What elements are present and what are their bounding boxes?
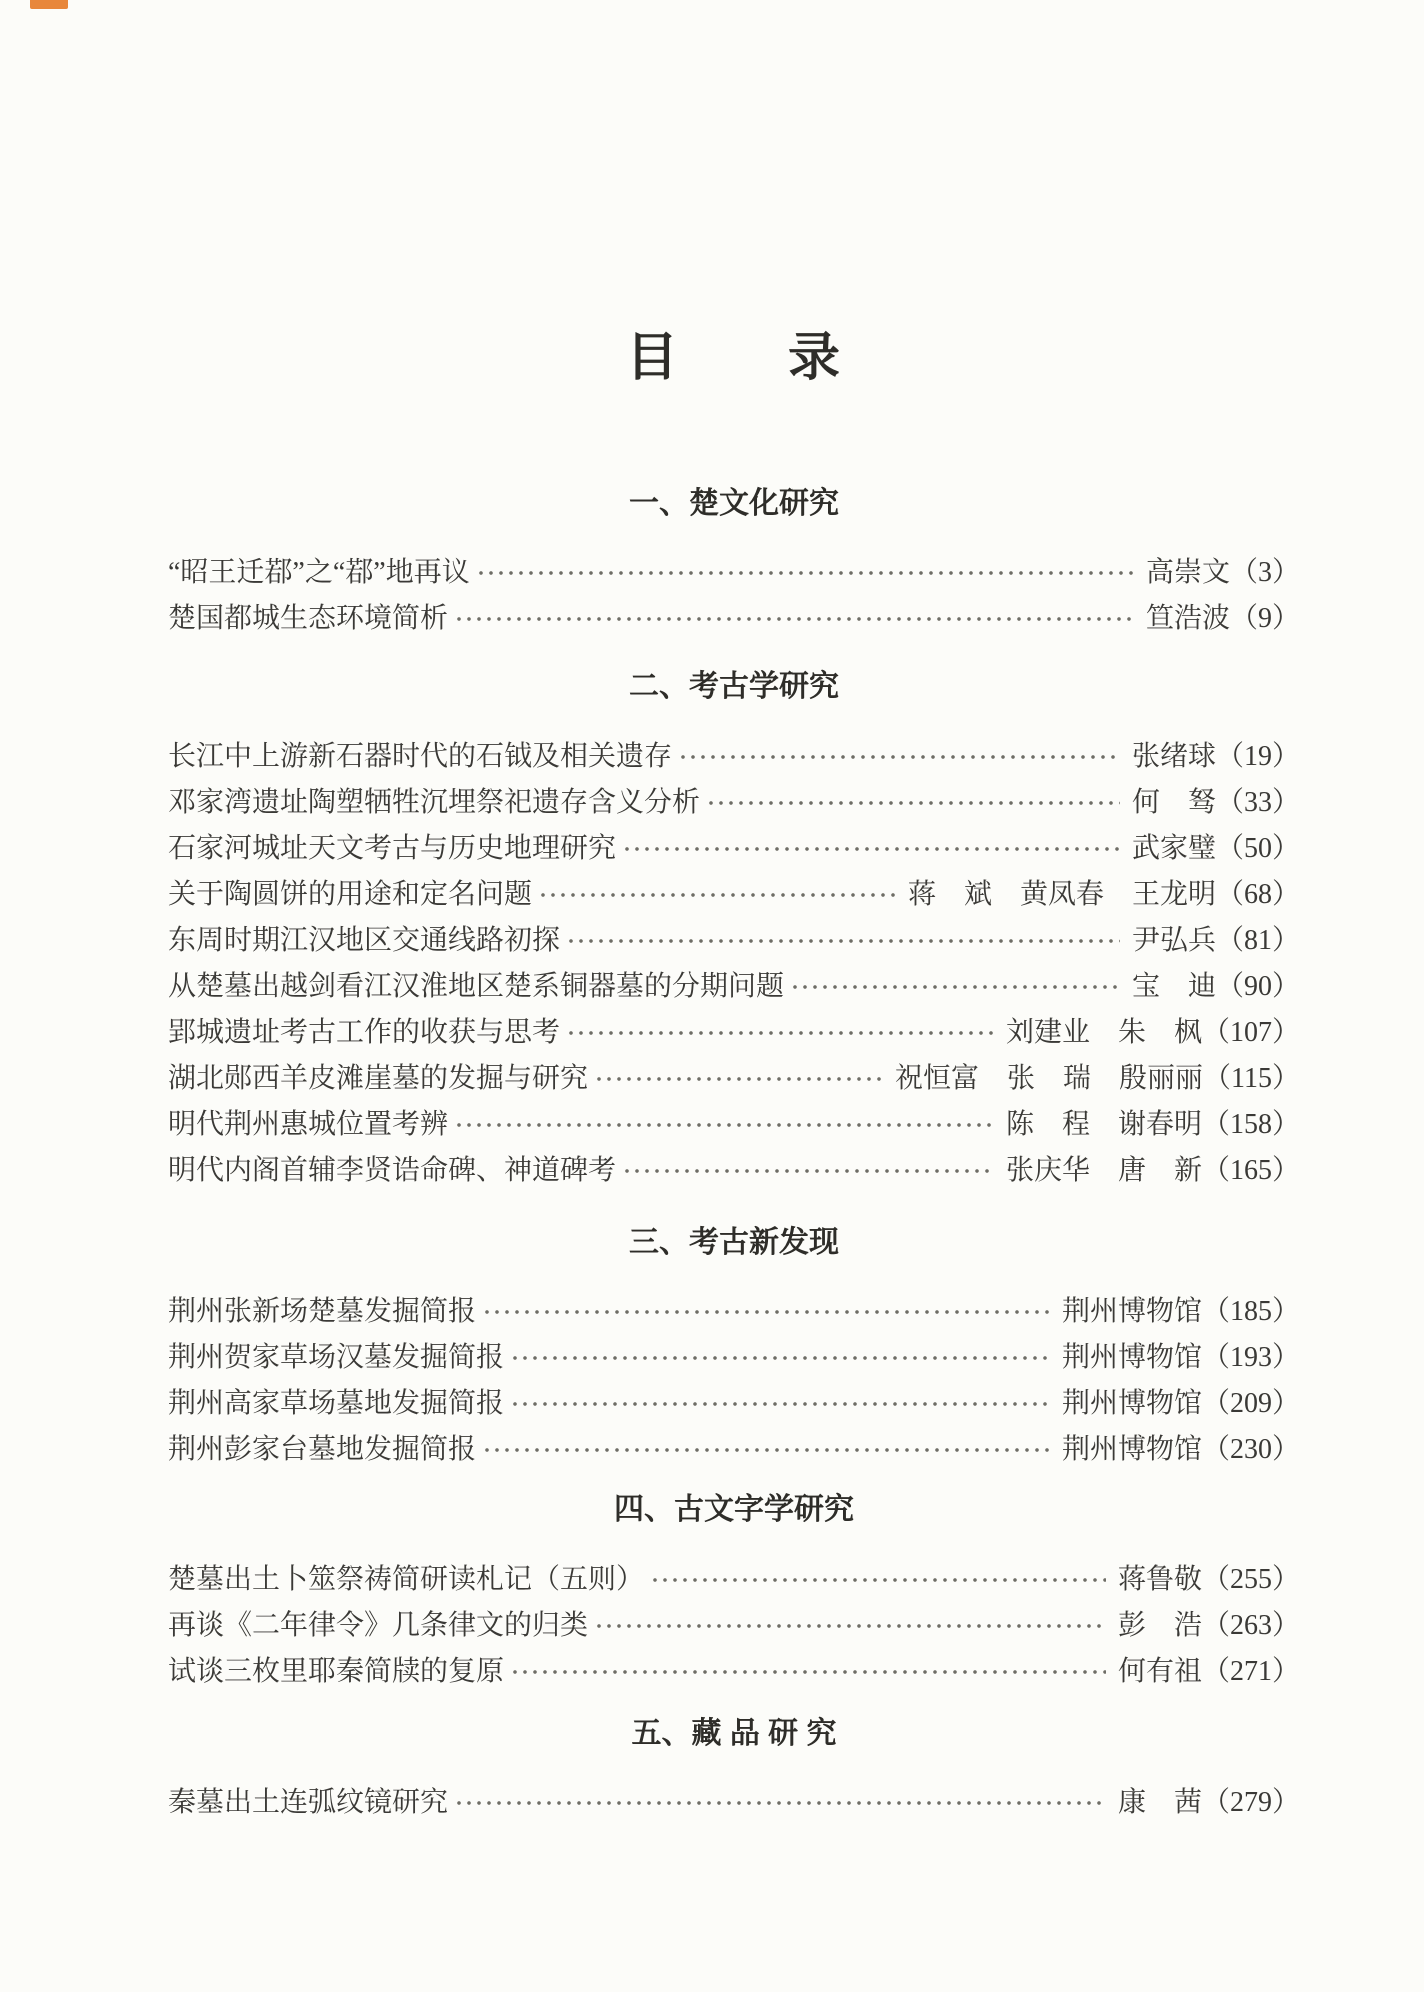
section-heading: 四、古文字学研究 — [614, 1493, 854, 1527]
toc-entry — [168, 964, 1300, 1010]
entry-author: 康 茜 — [1117, 1787, 1202, 1819]
toc-entry — [168, 734, 1300, 780]
dot-leader — [622, 1167, 994, 1175]
entry-title: 石家河城址天文考古与历史地理研究 — [168, 832, 617, 864]
page-title: 目 录 — [625, 330, 842, 387]
entry-page-number: （3） — [1229, 557, 1300, 589]
section-entries — [168, 1289, 1300, 1473]
entry-page-number: （263） — [1201, 1609, 1300, 1641]
entry-author: 武家璧 — [1131, 832, 1216, 864]
dot-leader — [454, 615, 1134, 623]
dot-leader — [476, 569, 1134, 577]
entry-page-number: （279） — [1201, 1787, 1300, 1819]
section-heading: 五、藏 品 研 究 — [631, 1716, 837, 1750]
entry-page-number: （255） — [1201, 1563, 1300, 1595]
entry-title: “昭王迁鄀”之“鄀”地再议 — [168, 557, 470, 589]
section-heading: 二、考古学研究 — [629, 670, 839, 704]
dot-leader — [454, 1121, 994, 1129]
entry-page-number: （81） — [1215, 924, 1300, 956]
toc-entry — [168, 1780, 1300, 1826]
entry-page-number: （115） — [1203, 1062, 1300, 1094]
dot-leader — [510, 1400, 1050, 1408]
entry-page-number: （209） — [1201, 1388, 1300, 1420]
entry-page-number: （193） — [1201, 1342, 1300, 1374]
entry-title: 荆州张新场楚墓发掘简报 — [168, 1296, 477, 1328]
entry-author: 刘建业 朱 枫 — [1005, 1016, 1202, 1048]
entry-page-number: （158） — [1201, 1108, 1300, 1140]
entry-author: 荆州博物馆 — [1061, 1388, 1202, 1420]
dot-leader — [454, 1799, 1106, 1807]
section-heading: 一、楚文化研究 — [629, 486, 839, 520]
toc-section — [168, 670, 1300, 1194]
toc-entry — [168, 1010, 1300, 1056]
toc-entry — [168, 872, 1300, 918]
entry-author: 张庆华 唐 新 — [1005, 1154, 1202, 1186]
entry-page-number: （107） — [1201, 1016, 1300, 1048]
dot-leader — [566, 937, 1120, 945]
entry-page-number: （90） — [1215, 970, 1300, 1002]
toc-entry — [168, 1335, 1300, 1381]
entry-title: 邓家湾遗址陶塑牺牲沉埋祭祀遗存含义分析 — [168, 786, 701, 818]
dot-leader — [482, 1308, 1050, 1316]
entry-author: 张绪球 — [1131, 740, 1216, 772]
toc-entry — [168, 1649, 1300, 1695]
toc-entry — [168, 1381, 1300, 1427]
toc-section — [168, 1717, 1300, 1827]
toc-entry — [168, 1056, 1300, 1102]
toc-entry — [168, 1102, 1300, 1148]
entry-page-number: （50） — [1215, 832, 1300, 864]
entry-page-number: （9） — [1229, 603, 1300, 635]
entry-author: 尹弘兵 — [1131, 924, 1216, 956]
entry-title: 从楚墓出越剑看江汉淮地区楚系铜器墓的分期问题 — [168, 970, 785, 1002]
toc-section — [168, 1493, 1300, 1695]
dot-leader — [510, 1668, 1106, 1676]
entry-title: 明代荆州惠城位置考辨 — [168, 1108, 449, 1140]
dot-leader — [594, 1622, 1106, 1630]
entry-author: 荆州博物馆 — [1061, 1434, 1202, 1466]
entry-title: 楚墓出土卜筮祭祷简研读札记（五则） — [168, 1563, 645, 1595]
dot-leader — [706, 799, 1120, 807]
dot-leader — [594, 1075, 883, 1083]
entry-title: 长江中上游新石器时代的石钺及相关遗存 — [168, 740, 673, 772]
entry-author: 祝恒富 张 瑞 殷丽丽 — [895, 1062, 1204, 1094]
toc-sections — [168, 487, 1300, 1827]
dot-leader — [510, 1354, 1050, 1362]
toc-section — [168, 1226, 1300, 1474]
entry-author: 彭 浩 — [1117, 1609, 1202, 1641]
dot-leader — [790, 983, 1120, 991]
entry-author: 高崇文 — [1145, 557, 1230, 589]
entry-title: 再谈《二年律令》几条律文的归类 — [168, 1609, 589, 1641]
section-entries — [168, 550, 1300, 642]
entry-title: 东周时期江汉地区交通线路初探 — [168, 924, 561, 956]
entry-author: 蒋鲁敬 — [1117, 1563, 1202, 1595]
entry-author: 荆州博物馆 — [1061, 1342, 1202, 1374]
entry-author: 笪浩波 — [1145, 603, 1230, 635]
entry-author: 宝 迪 — [1131, 970, 1216, 1002]
entry-page-number: （271） — [1201, 1655, 1300, 1687]
toc-entry — [168, 1289, 1300, 1335]
dot-leader — [650, 1576, 1106, 1584]
toc-entry — [168, 918, 1300, 964]
toc-entry — [168, 1427, 1300, 1473]
entry-page-number: （19） — [1215, 740, 1300, 772]
entry-title: 关于陶圆饼的用途和定名问题 — [168, 878, 533, 910]
entry-page-number: （185） — [1201, 1296, 1300, 1328]
entry-author: 荆州博物馆 — [1061, 1296, 1202, 1328]
toc-entry — [168, 596, 1300, 642]
section-entries — [168, 1780, 1300, 1826]
entry-title: 楚国都城生态环境简析 — [168, 603, 449, 635]
dot-leader — [566, 1029, 994, 1037]
scan-edge-artifact — [30, 0, 68, 9]
toc-section — [168, 487, 1300, 643]
entry-author: 何 驽 — [1131, 786, 1216, 818]
section-entries — [168, 734, 1300, 1194]
entry-page-number: （33） — [1215, 786, 1300, 818]
entry-page-number: （68） — [1215, 878, 1300, 910]
section-heading: 三、考古新发现 — [629, 1225, 839, 1259]
dot-leader — [482, 1446, 1050, 1454]
toc-entry — [168, 1557, 1300, 1603]
dot-leader — [622, 845, 1120, 853]
toc-entry — [168, 1603, 1300, 1649]
dot-leader — [538, 891, 896, 899]
toc-entry — [168, 550, 1300, 596]
entry-title: 荆州彭家台墓地发掘简报 — [168, 1434, 477, 1466]
entry-title: 荆州贺家草场汉墓发掘简报 — [168, 1342, 505, 1374]
section-entries — [168, 1557, 1300, 1695]
dot-leader — [678, 753, 1120, 761]
entry-author: 陈 程 谢春明 — [1005, 1108, 1202, 1140]
entry-page-number: （165） — [1201, 1154, 1300, 1186]
entry-title: 试谈三枚里耶秦简牍的复原 — [168, 1655, 505, 1687]
toc-entry — [168, 826, 1300, 872]
entry-title: 秦墓出土连弧纹镜研究 — [168, 1787, 449, 1819]
entry-page-number: （230） — [1201, 1434, 1300, 1466]
entry-title: 明代内阁首辅李贤诰命碑、神道碑考 — [168, 1154, 617, 1186]
entry-author: 蒋 斌 黄凤春 王龙明 — [907, 878, 1216, 910]
entry-author: 何有祖 — [1117, 1655, 1202, 1687]
entry-title: 湖北郧西羊皮滩崖墓的发掘与研究 — [168, 1062, 589, 1094]
entry-title: 荆州高家草场墓地发掘简报 — [168, 1388, 505, 1420]
entry-title: 郢城遗址考古工作的收获与思考 — [168, 1016, 561, 1048]
toc-entry — [168, 1148, 1300, 1194]
toc-entry — [168, 780, 1300, 826]
